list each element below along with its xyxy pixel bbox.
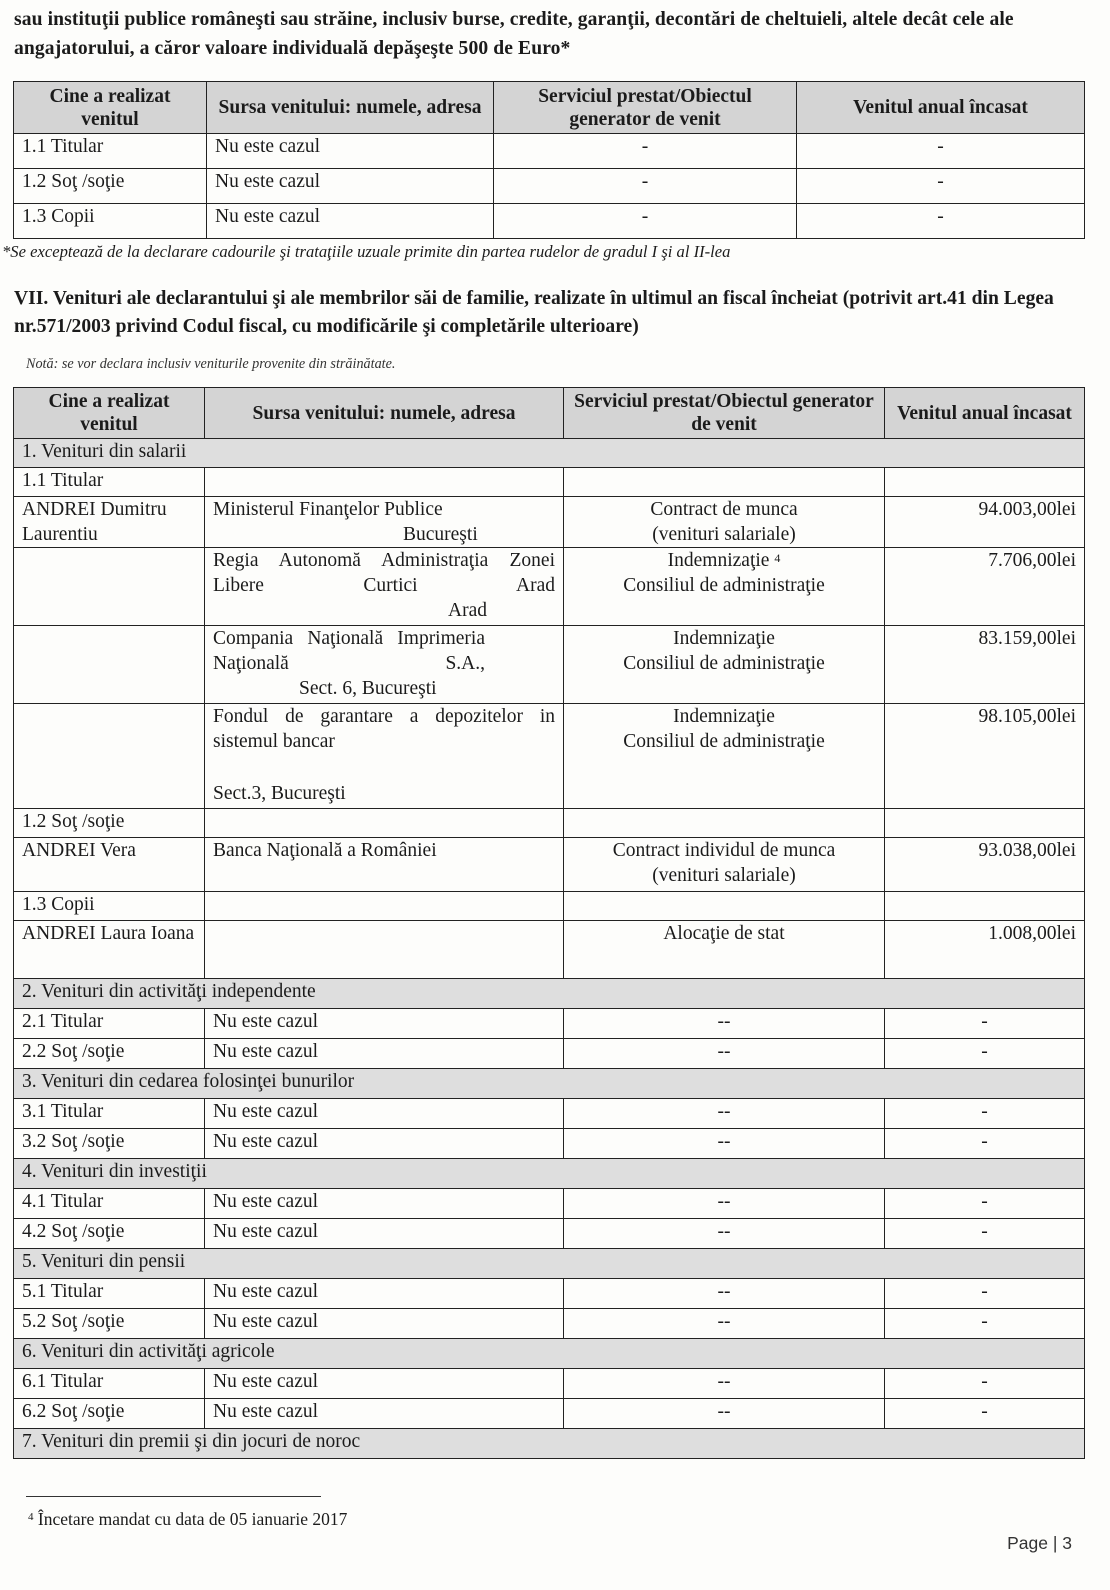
cell-source: Nu este cazul [205, 1039, 564, 1069]
table-row [14, 134, 1085, 169]
income-service [564, 548, 885, 626]
cell-service: -- [564, 1399, 885, 1429]
table-row [14, 1309, 1085, 1339]
person-name: ANDREI Laura Ioana [14, 921, 205, 979]
table-row [14, 204, 1085, 239]
header-service: Serviciul prestat/Obiectul generator de venit [494, 82, 797, 134]
income-service [564, 838, 885, 892]
cell-source: Nu este cazul [205, 1099, 564, 1129]
cell-source: Nu este cazul [207, 204, 494, 239]
cell-who: 4.1 Titular [14, 1189, 205, 1219]
section-heading: 5. Venituri din pensii [14, 1249, 1085, 1279]
income-amount: 93.038,00lei [885, 838, 1085, 892]
cell-service: -- [564, 1129, 885, 1159]
cell-source: Nu este cazul [207, 134, 494, 169]
cell-who: 6.2 Soţ /soţie [14, 1399, 205, 1429]
service-line: Contract individul de munca [612, 840, 836, 861]
cell-service: -- [564, 1099, 885, 1129]
header-source: Sursa venitului: numele, adresa [207, 82, 494, 134]
footnote-number: 4 [28, 1511, 34, 1523]
cell-service: -- [564, 1189, 885, 1219]
service-line: Contract de munca [650, 499, 798, 520]
section-heading: 7. Venituri din premii şi din jocuri de noroc [14, 1429, 1085, 1459]
table-row [14, 497, 1085, 548]
income-amount: 1.008,00lei [885, 921, 1085, 979]
table-row [14, 838, 1085, 892]
exception-note: *Se exceptează de la declarare cadourile şi trataţiile uzuale primite din partea rudelor de gradul I şi al II-lea [2, 242, 731, 261]
service-line: Consiliul de administraţie [623, 653, 825, 674]
cell-who: 5.1 Titular [14, 1279, 205, 1309]
cell-who: 3.2 Soţ /soţie [14, 1129, 205, 1159]
cell-income: - [885, 1399, 1085, 1429]
cell-who: 2.1 Titular [14, 1009, 205, 1039]
cell-who: 1.1 Titular [14, 134, 207, 169]
cell-source: Nu este cazul [205, 1009, 564, 1039]
table-row [14, 1219, 1085, 1249]
cell-income: - [885, 1129, 1085, 1159]
footnote-ref: 4 [774, 551, 781, 565]
cell-who: 1.3 Copii [14, 204, 207, 239]
table-row [14, 1099, 1085, 1129]
service-line: Indemnizaţie $^4$ [667, 550, 781, 571]
income-amount: 98.105,00lei [885, 704, 1085, 809]
cell-income: - [797, 204, 1085, 239]
table-row [14, 1129, 1085, 1159]
service-line: Consiliul de administraţie [623, 731, 825, 752]
cell-service: -- [564, 1039, 885, 1069]
section-heading: 3. Venituri din cedarea folosinţei bunurilor [14, 1069, 1085, 1099]
table-row [14, 1369, 1085, 1399]
table-row [14, 704, 1085, 809]
section-7-title: VII. Venituri ale declarantului şi ale membrilor săi de familie, realizate în ultimul an fiscal încheiat (potrivit art.41 din Legea nr.571/2003 privind Codul fiscal, cu modificările şi completările ulterioare) [14, 288, 1054, 337]
cell-income: - [885, 1369, 1085, 1399]
section-heading: 6. Venituri din activităţi agricole [14, 1339, 1085, 1369]
cell-who: 2.2 Soţ /soţie [14, 1039, 205, 1069]
header-service: Serviciul prestat/Obiectul generator de venit [564, 388, 885, 439]
cell-service: - [494, 134, 797, 169]
income-table [13, 387, 1085, 1459]
cell-who: 3.1 Titular [14, 1099, 205, 1129]
gifts-table [13, 81, 1085, 239]
cell-service: -- [564, 1309, 885, 1339]
cell-who: 4.2 Soţ /soţie [14, 1219, 205, 1249]
income-service [564, 626, 885, 704]
cell-who: 5.2 Soţ /soţie [14, 1309, 205, 1339]
subgroup-label: 1.2 Soţ /soţie [14, 809, 205, 838]
table-row [14, 1039, 1085, 1069]
header-source: Sursa venitului: numele, adresa [205, 388, 564, 439]
source-address: Bucureşti [403, 524, 478, 545]
section-7-note: Notă: se vor declara inclusiv veniturile provenite din străinătate. [26, 356, 396, 372]
person-name: ANDREI Vera [14, 838, 205, 892]
cell-source: Nu este cazul [205, 1369, 564, 1399]
section-heading: 1. Venituri din salarii [14, 439, 1085, 468]
footnote-text: Încetare mandat cu data de 05 ianuarie 2017 [37, 1509, 348, 1529]
cell-income: - [885, 1009, 1085, 1039]
cell-income: - [797, 134, 1085, 169]
cell-source: Nu este cazul [205, 1189, 564, 1219]
header-income: Venitul anual încasat [885, 388, 1085, 439]
subgroup-label: 1.1 Titular [14, 468, 205, 497]
income-source [205, 548, 564, 626]
table-row [14, 169, 1085, 204]
header-income: Venitul anual încasat [797, 82, 1085, 134]
person-name: ANDREI Dumitru Laurentiu [14, 497, 205, 548]
service-line: Indemnizaţie [673, 628, 775, 649]
cell-service: -- [564, 1279, 885, 1309]
income-service [564, 704, 885, 809]
source-name: Ministerul Finanţelor Publice [213, 499, 443, 520]
income-service [564, 497, 885, 548]
source-address: Sect. 6, Bucureşti [299, 678, 437, 699]
source-name: Regia Autonomă Administraţia Zonei Libere Curtici Arad [213, 550, 555, 596]
income-source [205, 704, 564, 809]
header-who: Cine a realizat venitul [14, 82, 207, 134]
income-source [205, 626, 564, 704]
income-source: Banca Naţională a României [205, 838, 564, 892]
cell-source: Nu este cazul [205, 1219, 564, 1249]
table-row [14, 1189, 1085, 1219]
service-line: Consiliul de administraţie [623, 575, 825, 596]
income-service: Alocaţie de stat [564, 921, 885, 979]
cell-service: - [494, 204, 797, 239]
source-address: Sect.3, Bucureşti [213, 783, 346, 804]
service-line: Indemnizaţie [673, 706, 775, 727]
cell-income: - [885, 1099, 1085, 1129]
source-name: Fondul de garantare a depozitelor in sistemul bancar [213, 706, 555, 752]
cell-service: -- [564, 1369, 885, 1399]
cell-income: - [885, 1039, 1085, 1069]
cell-income: - [885, 1279, 1085, 1309]
table-row [14, 548, 1085, 626]
cell-income: - [885, 1219, 1085, 1249]
table-row [14, 921, 1085, 979]
service-line: (venituri salariale) [652, 524, 796, 545]
cell-source: Nu este cazul [205, 1309, 564, 1339]
cell-source: Nu este cazul [205, 1129, 564, 1159]
section-heading: 4. Venituri din investiţii [14, 1159, 1085, 1189]
section-heading: 2. Venituri din activităţi independente [14, 979, 1085, 1009]
page-number: Page | 3 [1007, 1533, 1072, 1553]
footnote-divider [26, 1496, 321, 1497]
header-who: Cine a realizat venitul [14, 388, 205, 439]
cell-income: - [885, 1309, 1085, 1339]
cell-source: Nu este cazul [205, 1399, 564, 1429]
cell-who: 6.1 Titular [14, 1369, 205, 1399]
cell-source: Nu este cazul [205, 1279, 564, 1309]
cell-service: - [494, 169, 797, 204]
cell-income: - [885, 1189, 1085, 1219]
table-row [14, 1009, 1085, 1039]
cell-income: - [797, 169, 1085, 204]
table-row [14, 1279, 1085, 1309]
table-row [14, 626, 1085, 704]
service-line: (venituri salariale) [652, 865, 796, 886]
cell-service: -- [564, 1219, 885, 1249]
source-address: Arad [448, 600, 487, 621]
income-amount: 7.706,00lei [885, 548, 1085, 626]
cell-who: 1.2 Soţ /soţie [14, 169, 207, 204]
cell-source: Nu este cazul [207, 169, 494, 204]
income-source [205, 497, 564, 548]
income-amount: 94.003,00lei [885, 497, 1085, 548]
cell-service: -- [564, 1009, 885, 1039]
income-amount: 83.159,00lei [885, 626, 1085, 704]
footnote [28, 1508, 347, 1530]
intro-paragraph: sau instituţii publice româneşti sau străine, inclusiv burse, credite, garanţii, decontări de cheltuieli, altele decât cele ale angajatorului, a căror valoare individuală depăşeşte 500 de Euro* [14, 9, 1014, 59]
subgroup-label: 1.3 Copii [14, 892, 205, 921]
table-row [14, 1399, 1085, 1429]
source-name: Compania Naţională Imprimeria Naţională S.A., [213, 628, 485, 674]
